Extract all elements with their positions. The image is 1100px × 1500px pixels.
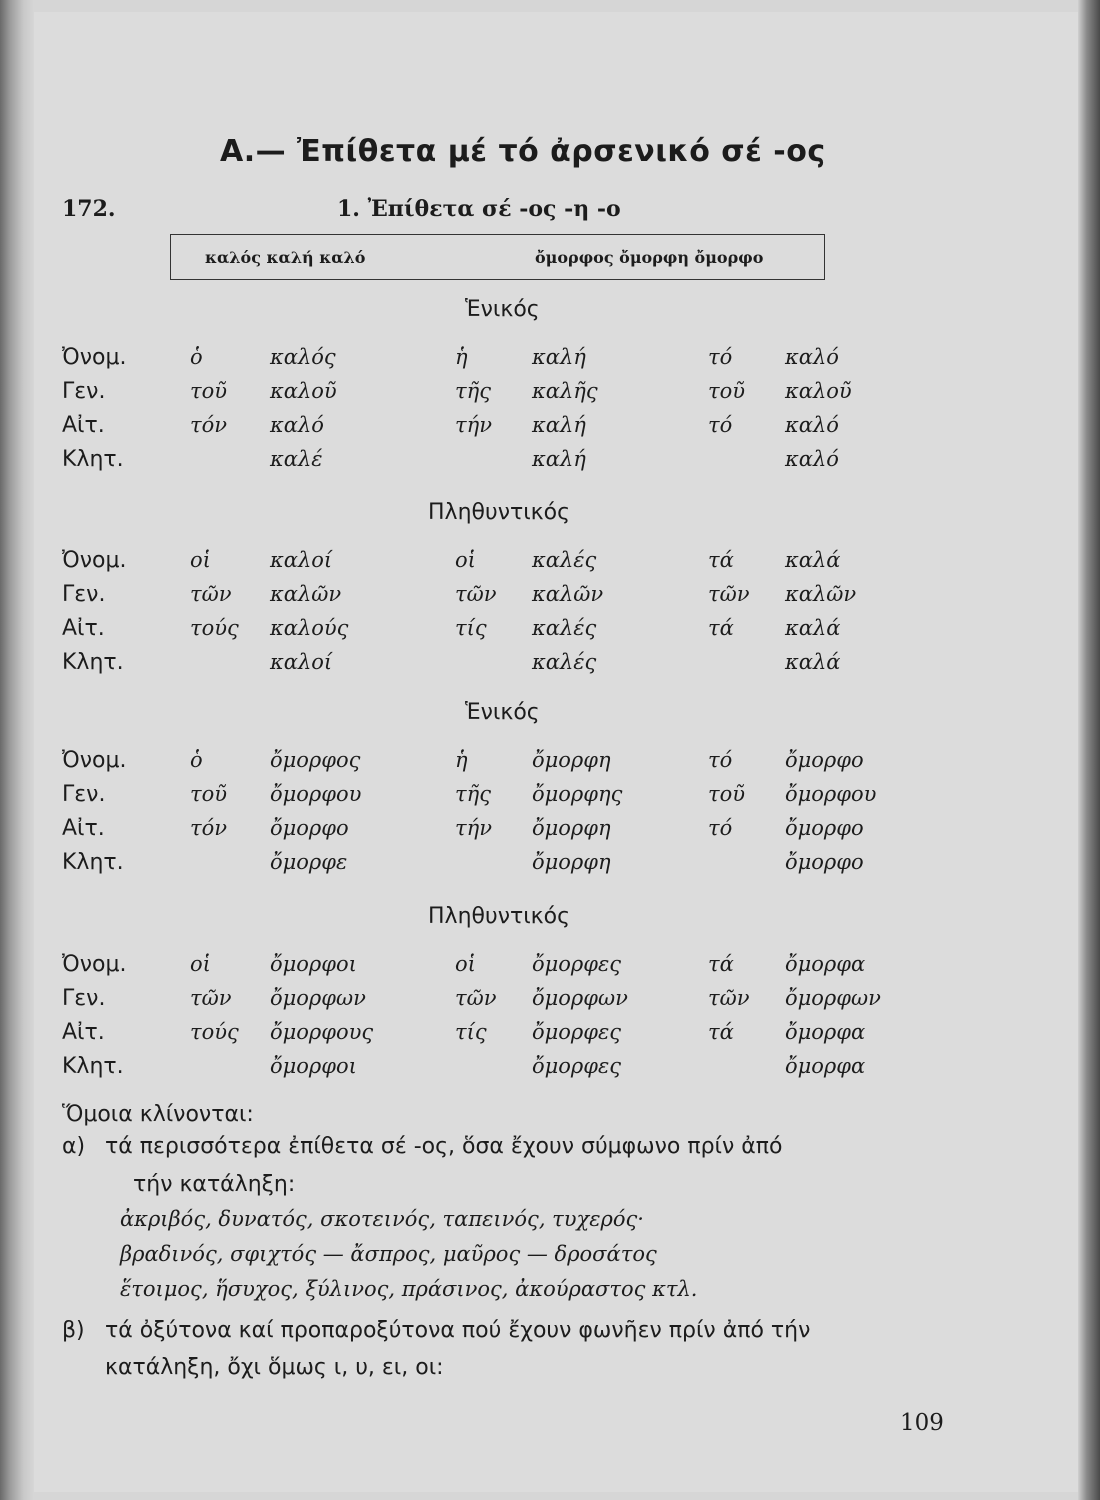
masculine-article: τούς [190, 616, 239, 640]
neuter-form: ὄμορφα [785, 1054, 866, 1078]
neuter-article: τό [708, 413, 733, 437]
box-paradigm-kalos: καλός καλή καλό [205, 248, 366, 267]
case-label: Γεν. [62, 986, 106, 1011]
subsection-title: 1. Ἐπίθετα σέ -ος -η -ο [337, 196, 621, 222]
case-label: Κλητ. [62, 850, 124, 875]
masculine-form: ὄμορφος [270, 748, 361, 772]
feminine-article: οἱ [455, 952, 476, 976]
neuter-article: τῶν [708, 986, 750, 1010]
feminine-article: τῆς [455, 379, 491, 403]
section-title: Α.— Ἐπίθετα μέ τό ἀρσενικό σέ -ος [220, 134, 826, 169]
item-a-examples-2: βραδινός, σφιχτός — ἄσπρος, μαῦρος — δροσάτος [120, 1242, 657, 1266]
item-a-line-1: τά περισσότερα ἐπίθετα σέ -ος, ὅσα ἔχουν σύμφωνο πρίν ἀπό [105, 1134, 783, 1159]
case-label: Ὀνομ. [62, 345, 127, 370]
neuter-form: καλά [785, 616, 841, 640]
feminine-form: καλές [532, 616, 597, 640]
page-number: 109 [900, 1410, 944, 1436]
feminine-form: καλή [532, 447, 586, 471]
item-a-examples-3: ἕτοιμος, ἥσυχος, ξύλινος, πράσινος, ἀκούραστος κτλ. [120, 1277, 698, 1301]
item-a-line-2: τήν κατάληξη: [133, 1172, 296, 1197]
feminine-form: ὄμορφες [532, 952, 622, 976]
neuter-form: ὄμορφου [785, 782, 877, 806]
masculine-article: οἱ [190, 952, 211, 976]
neuter-form: ὄμορφων [785, 986, 881, 1010]
feminine-form: ὄμορφης [532, 782, 623, 806]
masculine-article: τῶν [190, 582, 232, 606]
masculine-form: καλοί [270, 650, 333, 674]
masculine-form: καλοί [270, 548, 333, 572]
feminine-form: ὄμορφες [532, 1054, 622, 1078]
feminine-article: τήν [455, 413, 492, 437]
neuter-form: καλά [785, 548, 841, 572]
masculine-article: τοῦ [190, 782, 228, 806]
feminine-form: καλή [532, 345, 586, 369]
case-label: Κλητ. [62, 650, 124, 675]
neuter-form: ὄμορφο [785, 816, 864, 840]
neuter-article: τά [708, 616, 734, 640]
item-b-line-1: τά ὀξύτονα καί προπαροξύτονα πού ἔχουν φωνῆεν πρίν ἀπό τήν [105, 1318, 811, 1343]
masculine-form: ὄμορφων [270, 986, 366, 1010]
item-b-marker: β) [62, 1318, 85, 1343]
masculine-article: τῶν [190, 986, 232, 1010]
masculine-form: καλό [270, 413, 324, 437]
masculine-form: ὄμορφους [270, 1020, 374, 1044]
case-label: Γεν. [62, 379, 106, 404]
feminine-form: ὄμορφη [532, 816, 611, 840]
page-edge-shadow [1078, 0, 1100, 1500]
masculine-article: τούς [190, 1020, 239, 1044]
book-spine-shadow [0, 0, 34, 1500]
case-label: Ὀνομ. [62, 952, 127, 977]
case-label: Γεν. [62, 782, 106, 807]
masculine-form: καλός [270, 345, 336, 369]
neuter-article: τοῦ [708, 379, 746, 403]
masculine-article: τοῦ [190, 379, 228, 403]
neuter-article: τό [708, 816, 733, 840]
masculine-form: καλούς [270, 616, 349, 640]
case-label: Αἰτ. [62, 413, 105, 438]
masculine-form: ὄμορφοι [270, 1054, 357, 1078]
neuter-article: τό [708, 748, 733, 772]
masculine-form: ὄμορφοι [270, 952, 357, 976]
number-heading: Ἑνικός [465, 700, 540, 725]
case-label: Αἰτ. [62, 816, 105, 841]
item-a-marker: α) [62, 1134, 86, 1159]
feminine-article: τῆς [455, 782, 491, 806]
neuter-article: τά [708, 952, 734, 976]
feminine-article: τίς [455, 616, 487, 640]
neuter-form: ὄμορφο [785, 850, 864, 874]
feminine-form: καλή [532, 413, 586, 437]
case-label: Γεν. [62, 582, 106, 607]
case-label: Ὀνομ. [62, 548, 127, 573]
case-label: Ὀνομ. [62, 748, 127, 773]
feminine-article: τῶν [455, 986, 497, 1010]
masculine-form: καλῶν [270, 582, 342, 606]
feminine-form: ὄμορφες [532, 1020, 622, 1044]
feminine-form: ὄμορφη [532, 850, 611, 874]
neuter-form: ὄμορφο [785, 748, 864, 772]
feminine-form: καλές [532, 650, 597, 674]
case-label: Αἰτ. [62, 616, 105, 641]
neuter-form: καλῶν [785, 582, 857, 606]
case-label: Αἰτ. [62, 1020, 105, 1045]
masculine-form: ὄμορφο [270, 816, 349, 840]
feminine-form: καλές [532, 548, 597, 572]
masculine-article: τόν [190, 413, 228, 437]
number-heading: Πληθυντικός [428, 500, 571, 525]
feminine-form: καλῶν [532, 582, 604, 606]
neuter-form: ὄμορφα [785, 952, 866, 976]
section-number: 172. [62, 196, 116, 222]
item-b-line-2: κατάληξη, ὄχι ὅμως ι, υ, ει, οι: [105, 1355, 444, 1380]
feminine-article: ἡ [455, 345, 468, 369]
masculine-article: οἱ [190, 548, 211, 572]
masculine-article: ὁ [190, 748, 203, 772]
feminine-form: ὄμορφη [532, 748, 611, 772]
neuter-form: καλό [785, 447, 839, 471]
masculine-form: ὄμορφε [270, 850, 348, 874]
item-a-examples-1: ἀκριβός, δυνατός, σκοτεινός, ταπεινός, τυχερός· [120, 1207, 644, 1231]
masculine-form: καλοῦ [270, 379, 337, 403]
masculine-form: ὄμορφου [270, 782, 362, 806]
neuter-article: τοῦ [708, 782, 746, 806]
box-paradigm-omorfos: ὄμορφος ὄμορφη ὄμορφο [535, 248, 764, 267]
neuter-article: τό [708, 345, 733, 369]
masculine-article: ὁ [190, 345, 203, 369]
neuter-article: τῶν [708, 582, 750, 606]
similar-heading: Ὅμοια κλίνονται: [62, 1102, 254, 1127]
number-heading: Ἑνικός [465, 297, 540, 322]
feminine-form: ὄμορφων [532, 986, 628, 1010]
case-label: Κλητ. [62, 1054, 124, 1079]
neuter-form: καλό [785, 413, 839, 437]
feminine-article: τήν [455, 816, 492, 840]
neuter-form: καλό [785, 345, 839, 369]
neuter-form: ὄμορφα [785, 1020, 866, 1044]
number-heading: Πληθυντικός [428, 904, 571, 929]
case-label: Κλητ. [62, 447, 124, 472]
feminine-article: οἱ [455, 548, 476, 572]
feminine-article: τίς [455, 1020, 487, 1044]
feminine-form: καλῆς [532, 379, 598, 403]
neuter-form: καλοῦ [785, 379, 852, 403]
masculine-article: τόν [190, 816, 228, 840]
masculine-form: καλέ [270, 447, 323, 471]
neuter-article: τά [708, 548, 734, 572]
neuter-article: τά [708, 1020, 734, 1044]
feminine-article: τῶν [455, 582, 497, 606]
neuter-form: καλά [785, 650, 841, 674]
feminine-article: ἡ [455, 748, 468, 772]
